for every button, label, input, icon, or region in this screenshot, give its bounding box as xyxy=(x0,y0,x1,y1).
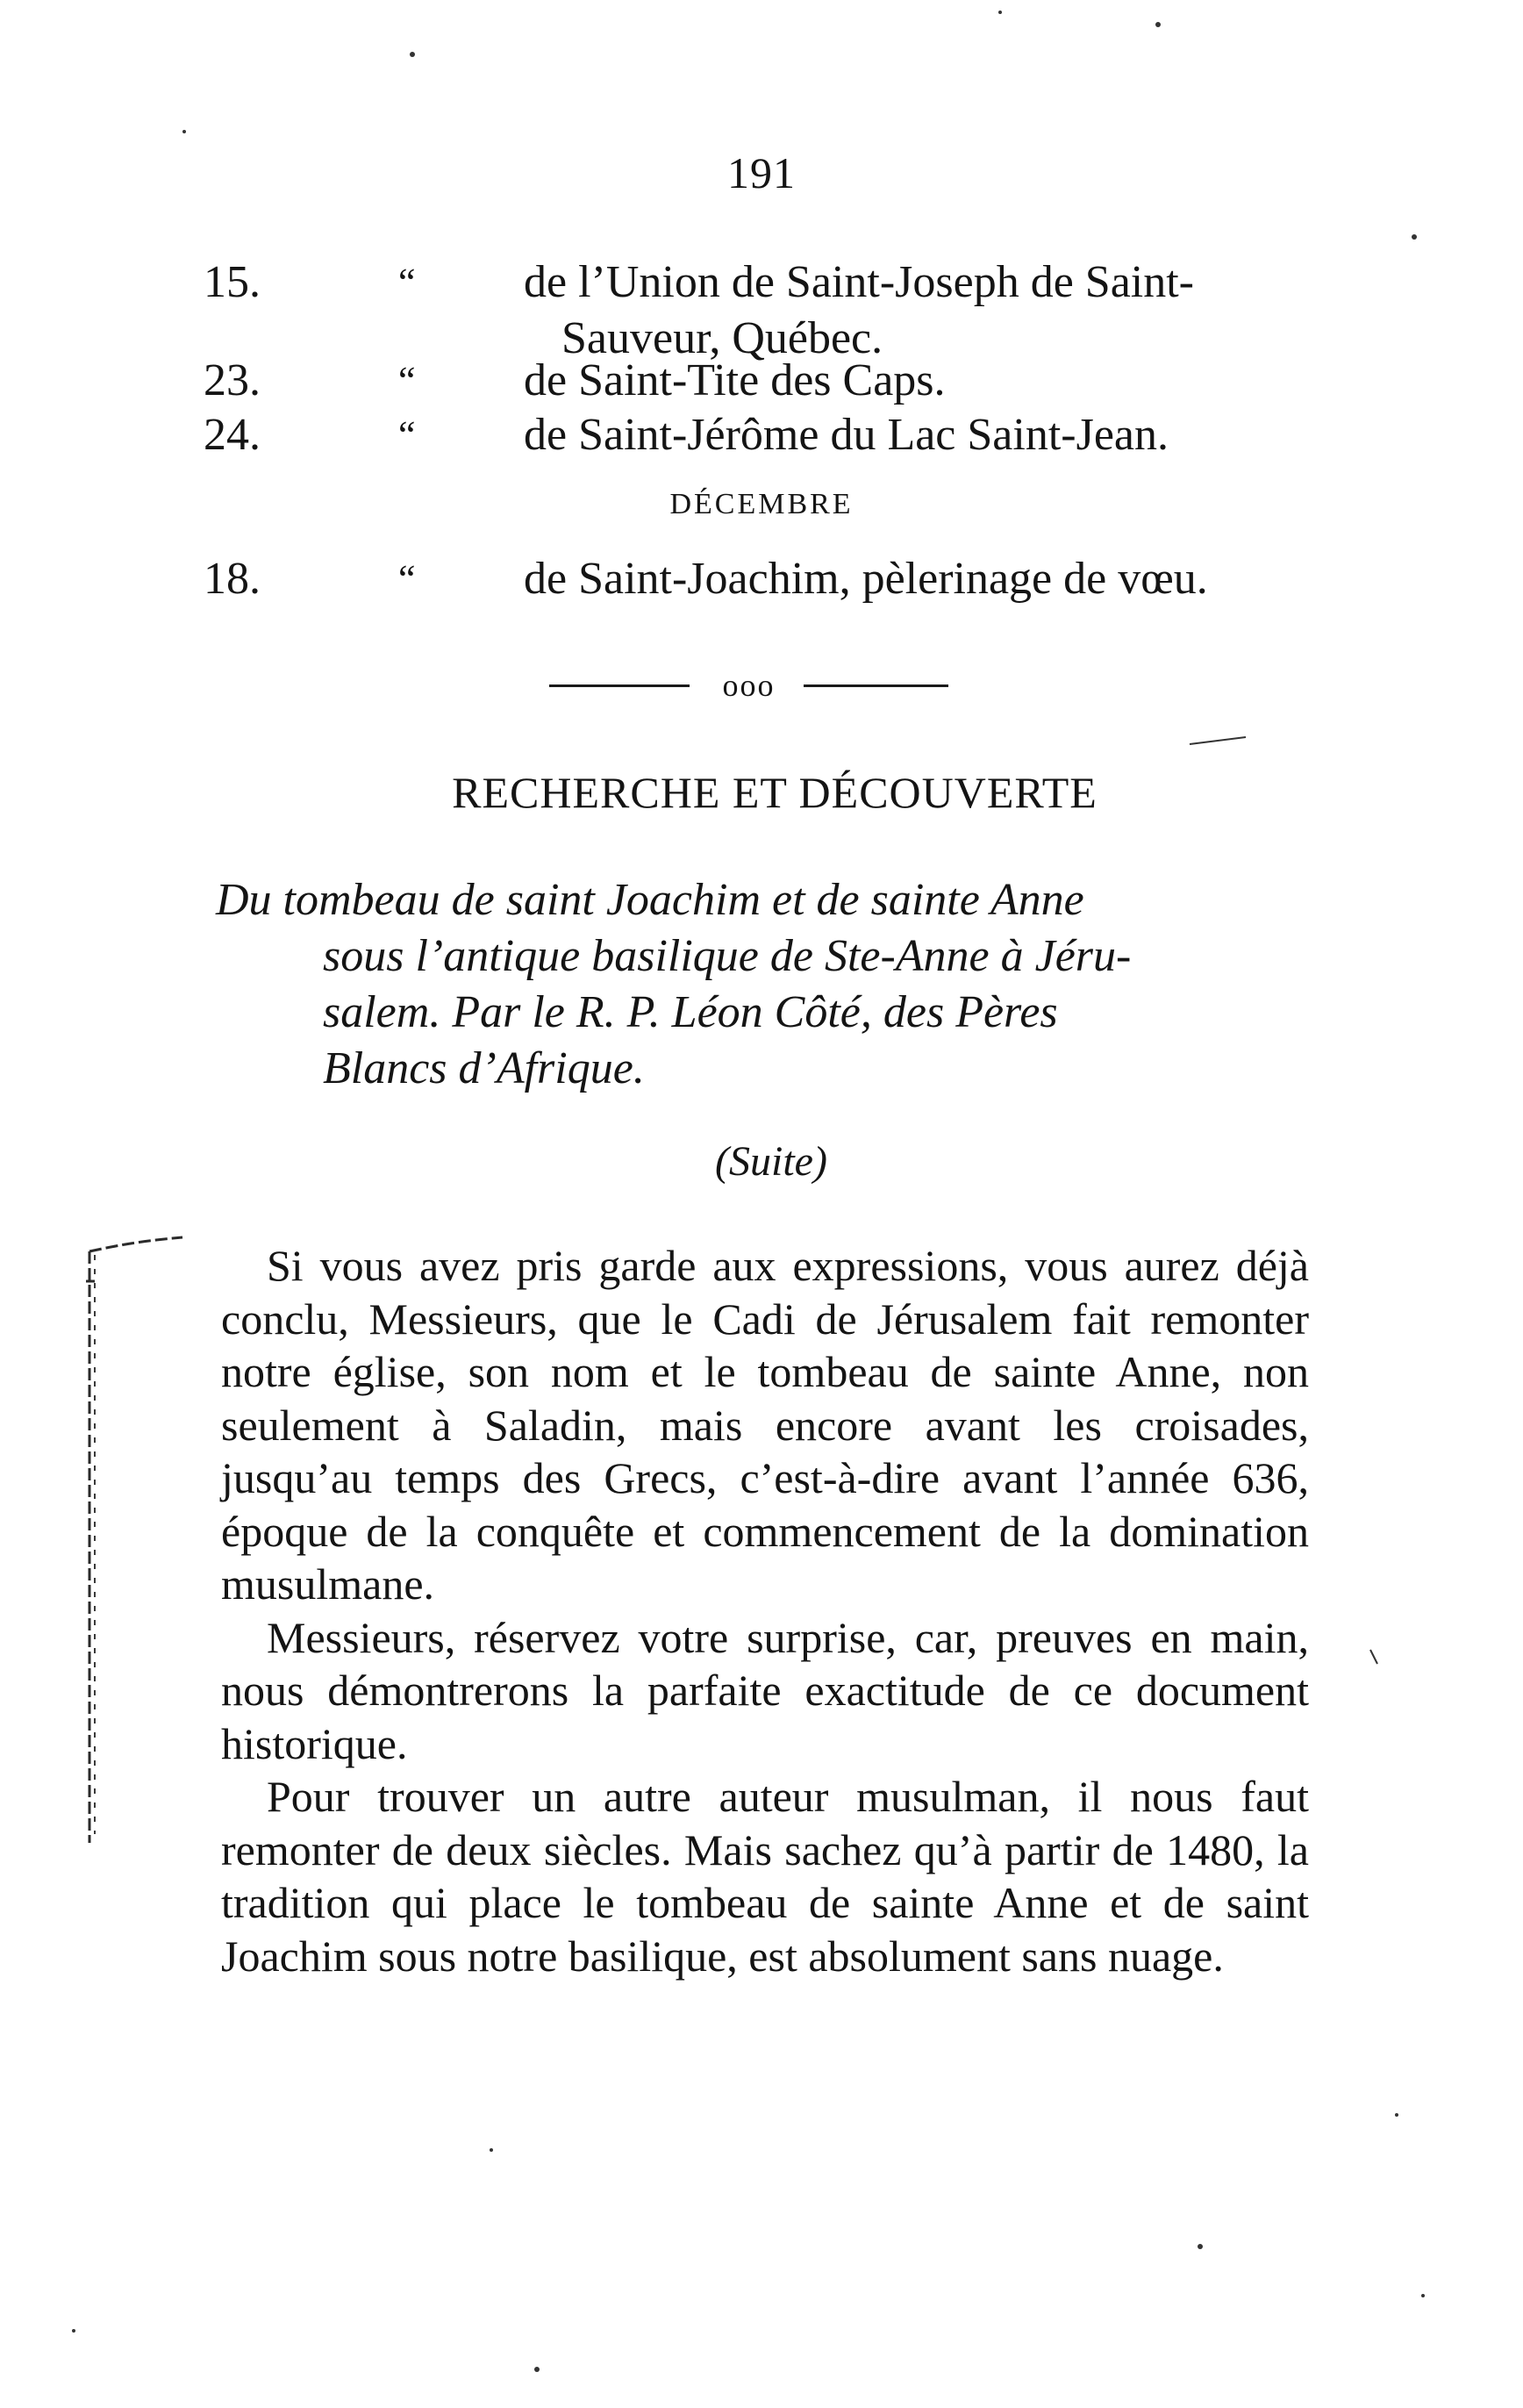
ditto-mark: “ xyxy=(398,359,416,402)
subtitle-line: Du tombeau de saint Joachim et de sainte Anne xyxy=(216,875,1084,925)
list-item xyxy=(0,355,1523,407)
entry-date: 23. xyxy=(204,355,261,405)
body-paragraph: Si vous avez pris garde aux expressions, vous aurez déjà conclu, Messieurs, que le Cadi de Jérusalem fait remonter notre église, son nom et le tombeau de sainte Anne, non seulement à Saladin, mais encore avant les croisades, jusqu’au temps des Grecs, c’est-à-dire avant l’année 636, époque de la conquête et commencement de la domination musulmane. xyxy=(221,1241,1309,1609)
body-paragraph: Pour trouver un autre auteur musulman, il nous faut remonter de deux siècles. Mais sachez qu’à partir de 1480, la tradition qui place le tombeau de sainte Anne et de saint Joachim sous notre basilique, est absolument sans nuage. xyxy=(221,1772,1309,1981)
article-body xyxy=(221,1239,1309,1982)
entry-description: de Saint-Jérôme du Lac Saint-Jean. xyxy=(524,410,1169,460)
list-item xyxy=(0,553,1523,606)
article-title: RECHERCHE ET DÉCOUVERTE xyxy=(452,768,1098,817)
margin-bracket-mark xyxy=(79,1229,193,1860)
separator-rule xyxy=(804,684,948,687)
page-number: 191 xyxy=(727,148,796,197)
entry-date: 24. xyxy=(204,410,261,460)
entry-description: de l’Union de Saint-Joseph de Saint- xyxy=(524,257,1194,307)
list-item xyxy=(0,409,1523,462)
subtitle-line: salem. Par le R. P. Léon Côté, des Pères xyxy=(323,987,1058,1037)
entry-description-continuation: Sauveur, Québec. xyxy=(561,313,883,363)
entry-date: 18. xyxy=(204,554,261,604)
article-subtitle xyxy=(216,872,1356,1097)
entry-description: de Saint-Tite des Caps. xyxy=(524,355,946,405)
section-separator xyxy=(549,667,953,702)
pilgrimage-list xyxy=(0,0,1523,632)
ditto-mark: “ xyxy=(398,261,416,304)
entry-date: 15. xyxy=(204,257,261,307)
separator-mark: ooo xyxy=(722,668,776,703)
month-heading: DÉCEMBRE xyxy=(669,488,854,520)
ditto-mark: “ xyxy=(398,557,416,600)
ditto-mark: “ xyxy=(398,413,416,456)
list-item xyxy=(0,256,1523,363)
body-paragraph: Messieurs, réservez votre surprise, car, preuves en main, nous démontrerons la parfaite exactitude de ce document historique. xyxy=(221,1612,1309,1768)
continued-label: (Suite) xyxy=(715,1138,827,1185)
separator-rule xyxy=(549,684,690,687)
subtitle-line: Blancs d’Afrique. xyxy=(323,1043,645,1093)
entry-description: de Saint-Joachim, pèlerinage de vœu. xyxy=(524,554,1208,604)
subtitle-line: sous l’antique basilique de Ste-Anne à Jéru- xyxy=(323,931,1132,981)
